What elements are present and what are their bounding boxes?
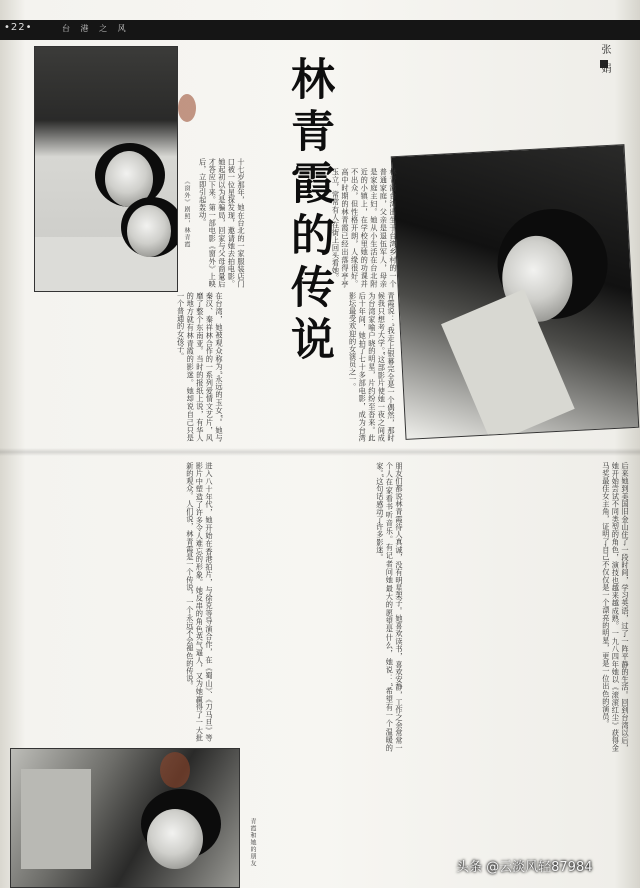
photo-portrait [391,144,640,440]
body-column-upper-middle: 青霞说：“我走上银幕完全是一个偶然，那时候我只想考大学。”这部影片使她一夜之间成为台湾家喻户晓的明星，片约纷至沓来。此后十年间，她拍了七十多部电影，成为台湾影坛最受欢迎的女演员之一。 [348,292,396,442]
body-column-upper-left: 在台湾，她被观众称为“永远的玉女”。她与秦汉、秦祥林合作的一系列爱情文艺片，风靡了整个东南亚。当时的报纸上说，有华人的地方就有林青霞的影迷。她却说自己只是一个普通的女孩子。 [176,292,224,442]
photo-caption-upper: 《窗外》剧照，林青霞 [183,178,190,248]
watermark: 头条 @云淡风轻87984 [456,860,593,875]
page-fold [0,448,640,456]
body-column-lower-left: 进入八十年代，她开始在香港拍片，与徐克等导演合作，在《蜀山》、《刀马旦》等影片中塑造了许多令人难忘的形象。她反串的角色英气逼人，又为她赢得了一大批新的观众。人们说，林青霞是一个传说，一个永远不会褪色的传说。 [185,462,214,742]
body-column-lower-middle: 朋友们都说林青霞待人真诚，没有明星架子。她喜欢读书，喜欢安静，工作之余常常一个人在家看书听音乐。有记者问她最大的愿望是什么，她说：“希望有一个温暖的家。”这句话感动了许多影迷。 [375,462,404,752]
header-bar [0,20,640,40]
author-name: 张 娟 [599,44,610,77]
section-title: 台 港 之 风 [62,24,130,33]
body-column-upper-right-b: 十七岁那年，她在台北的一家服装店门口被一位星探发现，邀请她去拍电影。她起初以为是骗局，回家与父母商量后才答应下来。第一部电影《窗外》上映后，立即引起轰动。 [198,158,246,288]
photo-bottom-left [10,748,240,888]
stain-mark [178,94,196,122]
article-title: 林青霞的传说 [283,56,334,368]
page-number: •22• [4,22,33,33]
photo-caption-bottom: 青霞和她的朋友 [249,818,256,867]
body-column-lower-right: 后来她到美国旧金山住了一段时间，学习英语，过了一阵平静的生活。回到台湾以后，她开始尝试不同类型的角色，演技也越来越成熟。一九八四年她以《滚滚红尘》获得金马奖最佳女主角，证明了自己不仅仅是一个漂亮的明星，更是一位出色的演员。 [601,462,630,752]
photo-top-left [34,46,178,292]
stain-mark-bottom [160,752,190,788]
body-column-upper-right-a: 林青霞台湾出生于台湾乡村的一个普通家庭，父亲是退伍军人，母亲是家庭主妇。她从小生活在台北附近的小镇上，在学校里她的功课并不出众，但性格开朗，人缘很好。高中时期的林青霞已经出落得亭亭玉立，常常有人在街上回头看她。 [331,168,398,288]
